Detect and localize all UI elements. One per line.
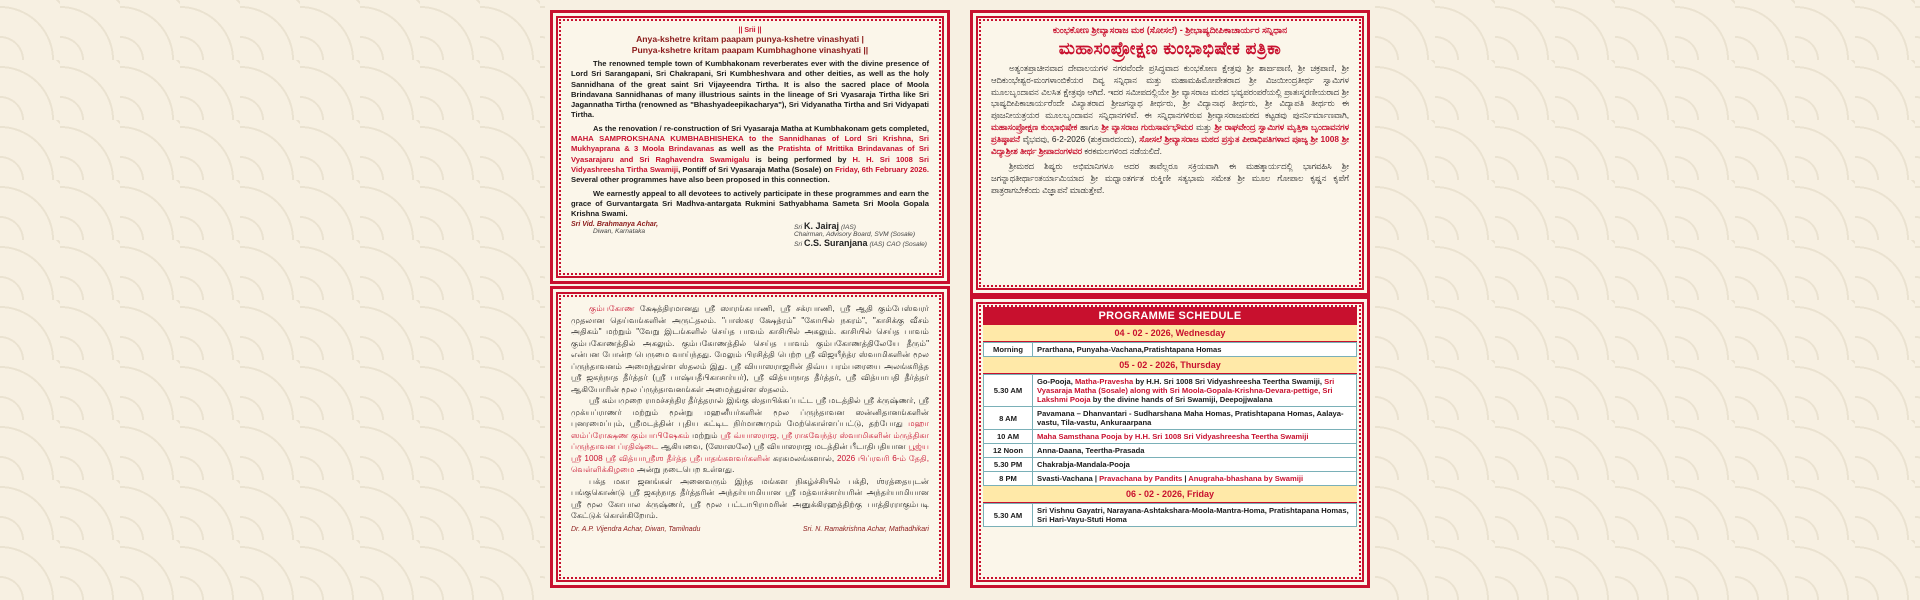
schedule-description-part: by the divine hands of Sri Swamiji, Deepojjwalana bbox=[1090, 395, 1273, 404]
schedule-row bbox=[984, 472, 1357, 486]
tamil-p1-text: க்ஷேத்திரமானது ஸ்ரீ ஸாரங்கபாணி, ஸ்ரீ சக்ரபாணி, ஸ்ரீ ஆதி கும்பேஸ்வரர் முதலான தெய்வங்களின் அருட்தலம். "பாஸ்கர க்ஷேத்ரம்" "கோயில் நகரம்", "காசிக்கு வீசம் அதிகம்" மற்றும் "வேறு இடங்களில் செய்த பாவம் காசியில் அகலும். காசியில் செய்த பாவம் கும்பகோணத்தில் அகலும். கும்பகோணத்தில் செய்த பாவம் கும்பகோணத்திலேயே தீரும்" என்பன போன்ற பெருமை வாய்ந்தது. மேலும் பிரசித்தி பெற்ற ஸ்ரீ விஜயீந்த்ர ஸ்வாமிகளின் மூல ப்ருந்தாவனம் அமைந்துள்ள ஸ்தலம் இது. ஸ்ரீ வியாஸராஜரின் திவ்ய பரம்பரையை அலங்கரித்த ஸ்ரீ ஜகந்நாத தீர்த்தர் (ஸ்ரீ பாஷ்யதீபிகாசார்யர்), ஸ்ரீ வித்யாநாத தீர்த்தர், ஸ்ரீ வித்யாபதி தீர்த்தர் ஆகியோரின் மூல ப்ருந்தாவனங்கள் அமைந்துள்ள ஸ்தலம். bbox=[571, 304, 929, 394]
shloka-line-2: Punya-kshetre kritam paapam Kumbhaghone vinashyati || bbox=[631, 45, 869, 55]
announcement-text-a: As the renovation / re-construction of Sri Vyasaraja Matha at Kumbhakonam gets completed, bbox=[593, 123, 929, 133]
schedule-description: Chakrabja-Mandala-Pooja bbox=[1033, 458, 1357, 472]
sig1-prefix: Sri bbox=[571, 221, 581, 229]
schedule-description: Pavamana – Dhanvantari - Sudharshana Maha Homas, Pratishtapana Homas, Aalaya-vastu, Tila-vastu, Ankuraarpana bbox=[1033, 407, 1357, 430]
event-highlight: MAHA SAMPROKSHANA KUMBHABHISHEKA to the Sannidhanas of Lord Sri Krishna, Sri Mukhyaprana & 3 Moola Brindavanas bbox=[571, 134, 929, 154]
schedule-row bbox=[984, 375, 1357, 407]
kn-p1-hl4: ಸೋಸಲೆ ಶ್ರೀವ್ಯಾಸರಾಜ ಮಠದ ಪ್ರಸ್ತುತ ಪೀಠಾಧಿಪತಿಗಳಾದ ಪೂಜ್ಯ ಶ್ರೀ 1008 ಶ್ರೀ ವಿದ್ಯಾಶ್ರೀಶ ತೀರ್ಥ ಶ್ರೀಪಾದಂಗಳವರ bbox=[991, 133, 1349, 156]
sig3-name: C.S. Suranjana bbox=[803, 238, 868, 249]
tamil-p2-hl1: மஹா ஸம்ப்ரோக்ஷண கும்பாபிஷேகம் bbox=[571, 419, 929, 440]
announcement-text-c: as well as the bbox=[718, 144, 774, 154]
tamil-sig-diwan: Dr. A.P. Vijendra Achar, Diwan, Tamilnadu bbox=[571, 525, 701, 533]
intro-paragraph: The renowned temple town of Kumbhakonam reverberates ever with the divine presence of Lord Sri Sarangapani, Sri Chakrapani, Sri Kumbheshvara and other deities, as well as the holy Sannidhana of the great saint Sri Vijayeendra Tirtha. It is also the sacred place of Moola Brindavana Sannidhanas of many illustrious saints in the lineage of Sri Vyasaraja Tirtha like Sri Jagannatha Tirtha (renowned as "Bhashyadeepikacharya"), Sri Vidyanatha Tirtha and Sri Vidyapati Tirtha. bbox=[571, 59, 929, 120]
schedule-time: 5.30 AM bbox=[984, 375, 1033, 407]
schedule-description bbox=[1033, 472, 1357, 486]
programme-schedule-panel bbox=[970, 296, 1370, 588]
schedule-description-part: by H.H. Sri 1008 Sri Vidyashreesha Teertha Swamiji, bbox=[1133, 377, 1325, 386]
schedule-time: 5.30 PM bbox=[984, 458, 1033, 472]
announcement-paragraph bbox=[571, 124, 929, 186]
tamil-p2-hl3: பூஜ்ய ஸ்ரீ 1008 ஸ்ரீ வித்யாஶ்ரீஶ தீர்த்த ஸ்ரீபாதங்களவர்களின் bbox=[571, 442, 929, 463]
kn-p1-hl2: ಶ್ರೀ ವ್ಯಾಸರಾಜ ಗುರುಸಾರ್ವಭೌಮರ bbox=[1101, 121, 1194, 132]
schedule-time: 8 AM bbox=[984, 407, 1033, 430]
sig2-role: Chairman, Advisory Board, SVM (Sosale) bbox=[793, 231, 916, 239]
schedule-description-part: Svasti-Vachana | bbox=[1037, 474, 1100, 483]
tamil-p2-e: அன்று நடைபெற உள்ளது. bbox=[636, 465, 735, 474]
sri-header: || Srii || bbox=[738, 27, 762, 34]
schedule-row bbox=[984, 343, 1357, 357]
tamil-p2-date: 2026 பிப்ரவரி 6-ம் தேதி, வெள்ளிக்கிழமை bbox=[571, 453, 930, 474]
announcement-text-i: Several other programmes have also been proposed in this connection. bbox=[571, 175, 830, 185]
tamil-paragraph-3: பக்த மகா ஜனங்கள் அனைவரும் இந்த மங்கள நிகழ்ச்சியில் பக்தி, ஶ்ரத்தையுடன் பங்குகொண்டு ஸ்ரீ ஜகந்நாத தீர்த்தரின் அந்தர்யாமியான ஸ்ரீ மத்வாச்சார்யரின் அந்தர்யாமியான ஸ்ரீ மூல கோபால க்ருஷ்ணர், ஸ்ரீ மூல பட்டாபிராமரின் அனுக்கிரஹத்திற்கு பாத்திரராகும்படி கேட்டுக் கொள்கிறோம். bbox=[571, 476, 929, 520]
schedule-row bbox=[984, 444, 1357, 458]
schedule-table bbox=[983, 374, 1357, 486]
tamil-paragraph-2 bbox=[571, 395, 929, 476]
sig1-role: Diwan, Karnataka bbox=[593, 228, 646, 236]
schedule-description-part: Pravachana by Pandits bbox=[1099, 474, 1183, 483]
signatures-row bbox=[571, 221, 929, 248]
announcement-text-e: is being performed by bbox=[755, 154, 847, 164]
background-pattern-left bbox=[0, 0, 545, 600]
schedule-description-part: Matha-Pravesha bbox=[1074, 377, 1134, 386]
schedule-row bbox=[984, 504, 1357, 527]
english-invitation-panel bbox=[550, 10, 950, 284]
sig2-prefix: Sri bbox=[793, 224, 803, 232]
kannada-header-line: ಕುಂಭಕೋಣ ಶ್ರೀವ್ಯಾಸರಾಜ ಮಠ (ಸೋಸಲೆ) - ಶ್ರೀಭಾಷ್ಯದೀಪಿಕಾಚಾರ್ಯರ ಸನ್ನಿಧಾನ bbox=[1052, 25, 1288, 35]
schedule-body bbox=[983, 325, 1357, 527]
schedule-description bbox=[1033, 375, 1357, 407]
schedule-day-header: 04 - 02 - 2026, Wednesday bbox=[983, 325, 1357, 342]
kn-p1-b: ಹಾಗೂ bbox=[1080, 121, 1099, 132]
schedule-table bbox=[983, 342, 1357, 357]
schedule-description: Anna-Daana, Teertha-Prasada bbox=[1033, 444, 1357, 458]
schedule-title: PROGRAMME SCHEDULE bbox=[983, 307, 1357, 325]
swamiji-highlight: H. H. Sri 1008 Sri Vidyashreesha Tirtha Swamiji bbox=[571, 154, 930, 174]
kn-p1-a: ಅತ್ಯಂತಪ್ರಾಚೀನವಾದ ದೇವಾಲಯಗಳ ನಗರವೆಂದೇ ಪ್ರಸಿದ್ಧವಾದ ಕುಂಭಕೋಣ ಕ್ಷೇತ್ರವು ಶ್ರೀ ಶಾರ್ಙಪಾಣಿ, ಶ್ರೀ ಚಕ್ರಪಾಣಿ, ಶ್ರೀ ಆದಿಕುಂಭೇಶ್ವರ-ಮಂಗಳಾಂಬಿಕೆಯರ ದಿವ್ಯ ಸನ್ನಿಧಾನ ಮತ್ತು ಮಹಾಮಹಿಮೋಪೇತರಾದ ಶ್ರೀ ವಿಜಯೀಂದ್ರತೀರ್ಥ ಸ್ವಾಮಿಗಳ ಮೂಲಬೃಂದಾವನ ವಿಲಸಿತ ಕ್ಷೇತ್ರವೂ ಆಗಿದೆ. ಇದರ ಸಮೀಪದಲ್ಲಿಯೇ ಶ್ರೀ ವ್ಯಾಸರಾಜ ಮಠದ ಭವ್ಯಪರಂಪರೆಯಲ್ಲಿ ಪ್ರಾತಃಸ್ಮರಣೀಯರಾದ ಶ್ರೀ ಭಾಷ್ಯದೀಪಿಕಾಚಾರ್ಯರೆಂದೇ ವಿಖ್ಯಾತರಾದ ಶ್ರೀಜಗನ್ನಾಥ ತೀರ್ಥರು, ಶ್ರೀ ವಿದ್ಯಾನಾಥ ತೀರ್ಥರು, ಶ್ರೀ ವಿದ್ಯಾಪತಿ ತೀರ್ಥರು ಈ ಪೂಜನೀಯತ್ರಯರ ಮೂಲಬೃಂದಾವನ ಸನ್ನಿಧಾನಗಳಿವೆ. ಈ ಸನ್ನಿಧಾನಗಳಿರುವ ಶ್ರೀವ್ಯಾಸರಾಜಮಠದ ಕಟ್ಟಡವು ಪುನರ್ನಿರ್ಮಾಣವಾಗಿ, bbox=[991, 63, 1349, 121]
schedule-row bbox=[984, 407, 1357, 430]
tamil-p1-highlight: கும்பகோண bbox=[589, 304, 635, 313]
schedule-day-header: 06 - 02 - 2026, Friday bbox=[983, 486, 1357, 503]
kannada-title: ಮಹಾಸಂಪ್ರೋಕ್ಷಣ ಕುಂಭಾಭಿಷೇಕ ಪತ್ರಿಕಾ bbox=[1058, 39, 1282, 58]
appeal-paragraph: We earnestly appeal to all devotees to actively participate in these programmes and earn the grace of Gurvantargata Sri Madhva-antargata Rukmini Sathyabhama Sameta Sri Moola Gopala Krishna Swami. bbox=[571, 188, 929, 219]
schedule-description-part: | bbox=[1182, 474, 1189, 483]
signature-diwan bbox=[571, 221, 658, 248]
tamil-signatures bbox=[571, 526, 929, 533]
kn-p1-e: ಕರಕಮಲಗಳಿಂದ ನಡೆಯಲಿದೆ. bbox=[1084, 145, 1162, 156]
signature-chairman bbox=[794, 221, 929, 248]
tamil-invitation-panel bbox=[550, 286, 950, 588]
kn-p1-d: ವೈಭವವು, 6-2-2026 (ಶುಕ್ರವಾರದಂದು), bbox=[1022, 133, 1137, 144]
schedule-time: 8 PM bbox=[984, 472, 1033, 486]
tamil-p2-hl2: ஸ்ரீ வ்யாஸராஜ, ஸ்ரீ ராகவேந்த்ர ஸ்வாமிகளின் ம்ருத்திகா ப்ருந்தாவன ப்ரதிஷ்டை bbox=[571, 430, 929, 451]
schedule-row bbox=[984, 430, 1357, 444]
sig2-suffix: (IAS) bbox=[840, 224, 856, 232]
kannada-invitation-panel bbox=[970, 10, 1370, 296]
sig3-prefix: Sri bbox=[793, 241, 803, 249]
schedule-row bbox=[984, 458, 1357, 472]
tamil-p2-b: மற்றும் bbox=[692, 430, 718, 440]
sig3-suffix: (IAS) CAO (Sosale) bbox=[869, 241, 927, 249]
announcement-text-g: , Pontiff of Sri Vyasaraja Matha (Sosale) on bbox=[678, 164, 833, 174]
kn-p1-hl3: ಶ್ರೀ ರಾಘವೇಂದ್ರ ಸ್ವಾಮಿಗಳ ಮೃತ್ತಿಕಾ ಬೃಂದಾವನಗಳ ಪ್ರತಿಷ್ಠಾಪನೆ bbox=[991, 121, 1349, 144]
kannada-paragraph-2: ಶ್ರೀಮಠದ ಶಿಷ್ಯರು ಅಭಿಮಾನಿಗಳೂ ಅದರ ತಾವೆಲ್ಲರೂ ಸಕ್ರಿಯವಾಗಿ ಈ ಮಹತ್ಕಾರ್ಯದಲ್ಲಿ ಭಾಗವಹಿಸಿ ಶ್ರೀ ಜಗನ್ನಾಥತೀರ್ಥಾಂತರ್ಯಾಮಿಯಾದ ಶ್ರೀ ಮಧ್ವಾಂತರ್ಗತ ರುಕ್ಮಿಣೀ ಸತ್ಯಭಾಮ ಸಮೇತ ಶ್ರೀ ಮೂಲ ಗೋಪಾಲ ಕೃಷ್ಣನ ಕೃಪೆಗೆ ಪಾತ್ರರಾಗಬೇಕೆಂದು ವಿಜ್ಞಾಪನೆ ಮಾಡುತ್ತೇವೆ. bbox=[991, 161, 1349, 195]
kannada-paragraph-1 bbox=[991, 63, 1349, 157]
schedule-time: 10 AM bbox=[984, 430, 1033, 444]
sig1-name: Vid. Brahmanya Achar, bbox=[582, 221, 659, 229]
tamil-p2-a: ஸ்ரீ கம்பமுறை ராமச்சந்திர தீர்த்தரால் இங்கு ஸ்தாபிக்கப்பட்ட ஸ்ரீ மடத்தில் ஸ்ரீ க்ருஷ்ணர், ஸ்ரீ முக்யப்ராணர் மற்றும் மூன்று மஹனீயர்களின் மூல ப்ருந்தாவன ஸன்னிதானங்களின் புனரமைப்பும், ஸ்ரீமடத்தின் புதிய கட்டிட நிர்மாணமும் மேற்கொள்ளப்பட்டு, தற்போது bbox=[571, 396, 929, 428]
schedule-table bbox=[983, 503, 1357, 527]
schedule-day-header: 05 - 02 - 2026, Thursday bbox=[983, 357, 1357, 374]
tamil-p2-c: ஆகியவை, (ஸோஸலே) ஸ்ரீ வியாஸராஜ மடத்தின் பீடாதிபதியான bbox=[660, 442, 906, 451]
schedule-time: 12 Noon bbox=[984, 444, 1033, 458]
tamil-p2-d: கரகமலங்களால், bbox=[772, 453, 835, 463]
tamil-sig-mathadhikari: Sri. N. Ramakrishna Achar, Mathadhikari bbox=[802, 525, 929, 533]
kn-p1-c: ಮತ್ತು bbox=[1195, 121, 1212, 132]
date-highlight: Friday, 6th February 2026. bbox=[835, 164, 929, 174]
schedule-description: Maha Samsthana Pooja by H.H. Sri 1008 Sri Vidyashreesha Teertha Swamiji bbox=[1033, 430, 1357, 444]
schedule-description-part: Anugraha-bhashana by Swamiji bbox=[1188, 474, 1304, 483]
kn-p1-hl1: ಮಹಾಸಂಪ್ರೋಕ್ಷಣ ಕುಂಭಾಭಿಷೇಕ bbox=[991, 121, 1078, 132]
schedule-description: Prarthana, Punyaha-Vachana,Pratishtapana Homas bbox=[1033, 343, 1357, 357]
shloka-line-1: Anya-kshetre kritam paapam punya-kshetre vinashyati | bbox=[636, 34, 864, 44]
schedule-description-part: Sri Vyasaraja Matha (Sosale) along with Sri Moola-Gopala-Krishna-Devara-pettige, Sri Lakshmi Pooja bbox=[1037, 377, 1335, 404]
schedule-time: 5.30 AM bbox=[984, 504, 1033, 527]
schedule-description-part: Go-Pooja, bbox=[1037, 377, 1075, 386]
schedule-time: Morning bbox=[984, 343, 1033, 357]
tamil-paragraph-1 bbox=[571, 303, 929, 395]
schedule-description: Sri Vishnu Gayatri, Narayana-Ashtakshara-Moola-Mantra-Homa, Pratishtapana Homas, Sri Hari-Vayu-Stuti Homa bbox=[1033, 504, 1357, 527]
pratishta-highlight: Pratishta of Mrittika Brindavanas of Sri Vyasarajaru and Sri Raghavendra Swamigalu bbox=[571, 144, 929, 164]
background-pattern-right bbox=[1375, 0, 1920, 600]
sig2-name: K. Jairaj bbox=[803, 221, 840, 232]
